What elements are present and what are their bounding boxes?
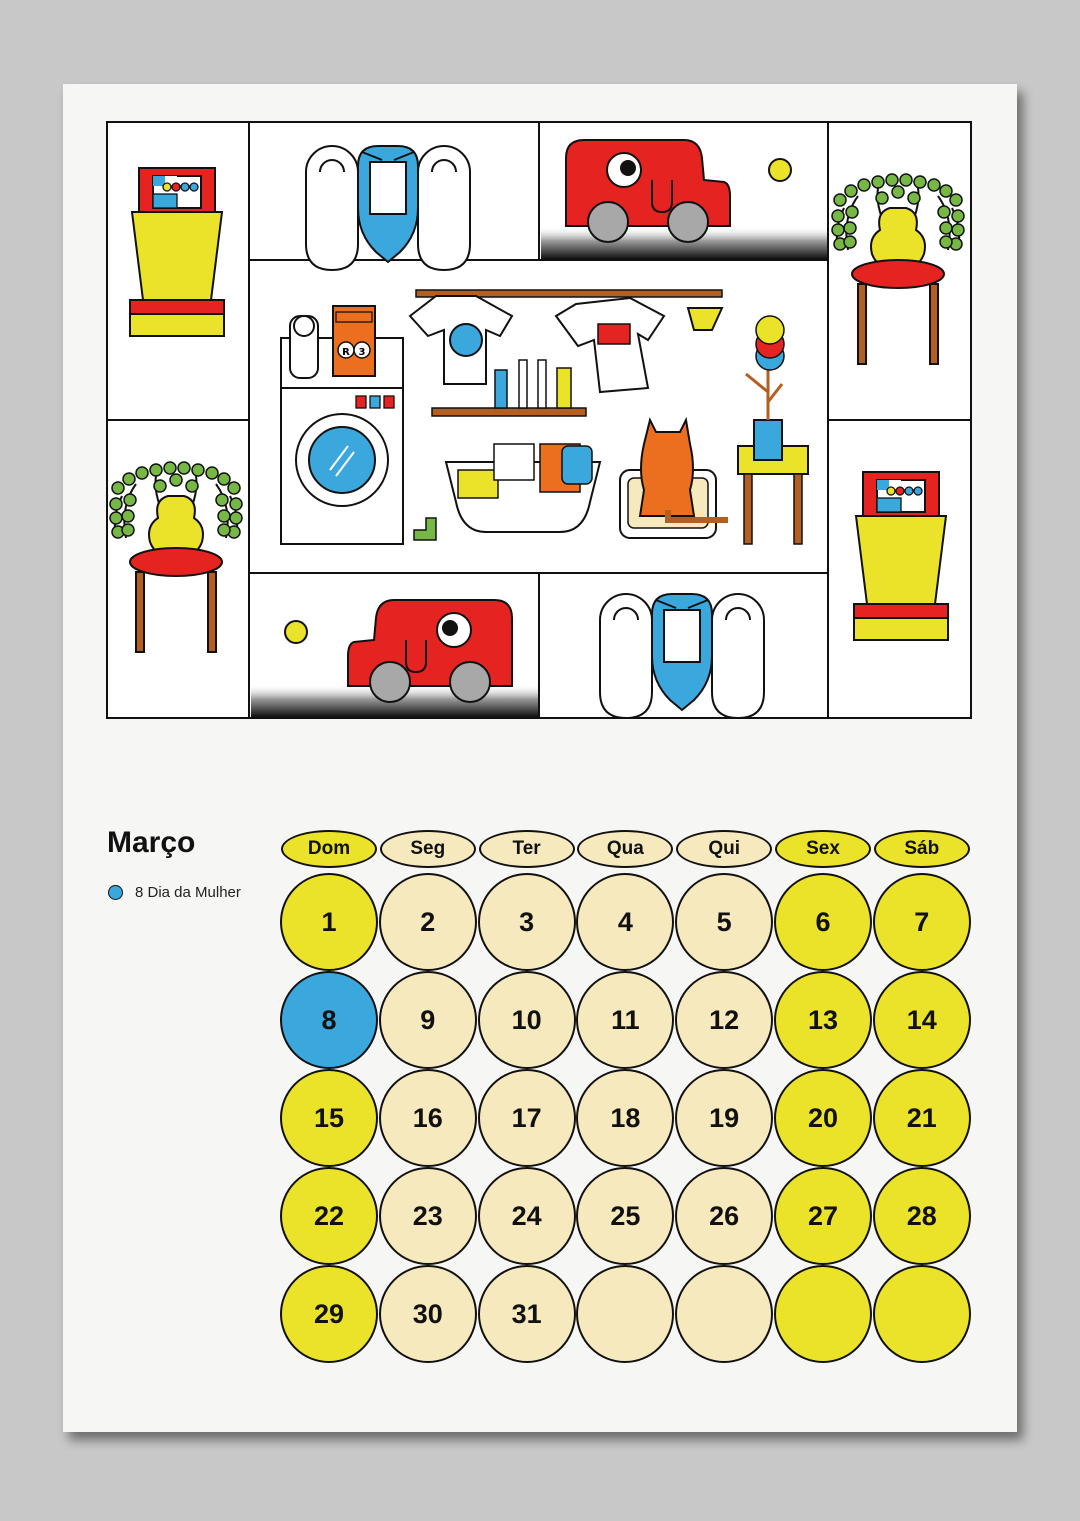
day-cell: 11 [576,971,674,1069]
toilet-rolls-icon [306,146,470,270]
weekday-header: Sáb [874,830,970,868]
day-cell: 18 [576,1069,674,1167]
day-cell: 1 [280,873,378,971]
day-cell: 9 [379,971,477,1069]
day-cell: 7 [873,873,971,971]
svg-text:R: R [342,347,350,358]
day-cell: 28 [873,1167,971,1265]
day-cell: 31 [478,1265,576,1363]
weekday-header: Dom [281,830,377,868]
day-cell: 29 [280,1265,378,1363]
weekday-header: Seg [380,830,476,868]
day-cell: 30 [379,1265,477,1363]
day-cell: 15 [280,1069,378,1167]
day-cell: 26 [675,1167,773,1265]
day-cell: 3 [478,873,576,971]
legend-item [108,884,241,901]
cabinet-icon [854,472,948,640]
day-cell: 12 [675,971,773,1069]
day-cell: 25 [576,1167,674,1265]
empty-day-cell [576,1265,674,1363]
day-cell: 10 [478,971,576,1069]
day-cell: 13 [774,971,872,1069]
day-cell: 17 [478,1069,576,1167]
empty-day-cell [873,1265,971,1363]
holiday-dot-icon [108,885,123,900]
day-cell: 2 [379,873,477,971]
weekday-header: Sex [775,830,871,868]
day-cell: 8 [280,971,378,1069]
day-cell: 16 [379,1069,477,1167]
legend-label: 8 Dia da Mulher [135,884,241,901]
day-cell: 24 [478,1167,576,1265]
cabinet-icon [130,168,224,336]
day-cell: 4 [576,873,674,971]
weekday-header: Qua [577,830,673,868]
day-cell: 14 [873,971,971,1069]
day-cell: 27 [774,1167,872,1265]
svg-text:3: 3 [358,347,366,358]
empty-day-cell [774,1265,872,1363]
day-cell: 20 [774,1069,872,1167]
day-cell: 23 [379,1167,477,1265]
month-title: Março [107,826,196,859]
empty-day-cell [675,1265,773,1363]
weekday-header: Qui [676,830,772,868]
day-cell: 21 [873,1069,971,1167]
toilet-rolls-icon [600,594,764,718]
day-cell: 19 [675,1069,773,1167]
weekday-header: Ter [479,830,575,868]
day-cell: 6 [774,873,872,971]
day-cell: 5 [675,873,773,971]
day-cell: 22 [280,1167,378,1265]
